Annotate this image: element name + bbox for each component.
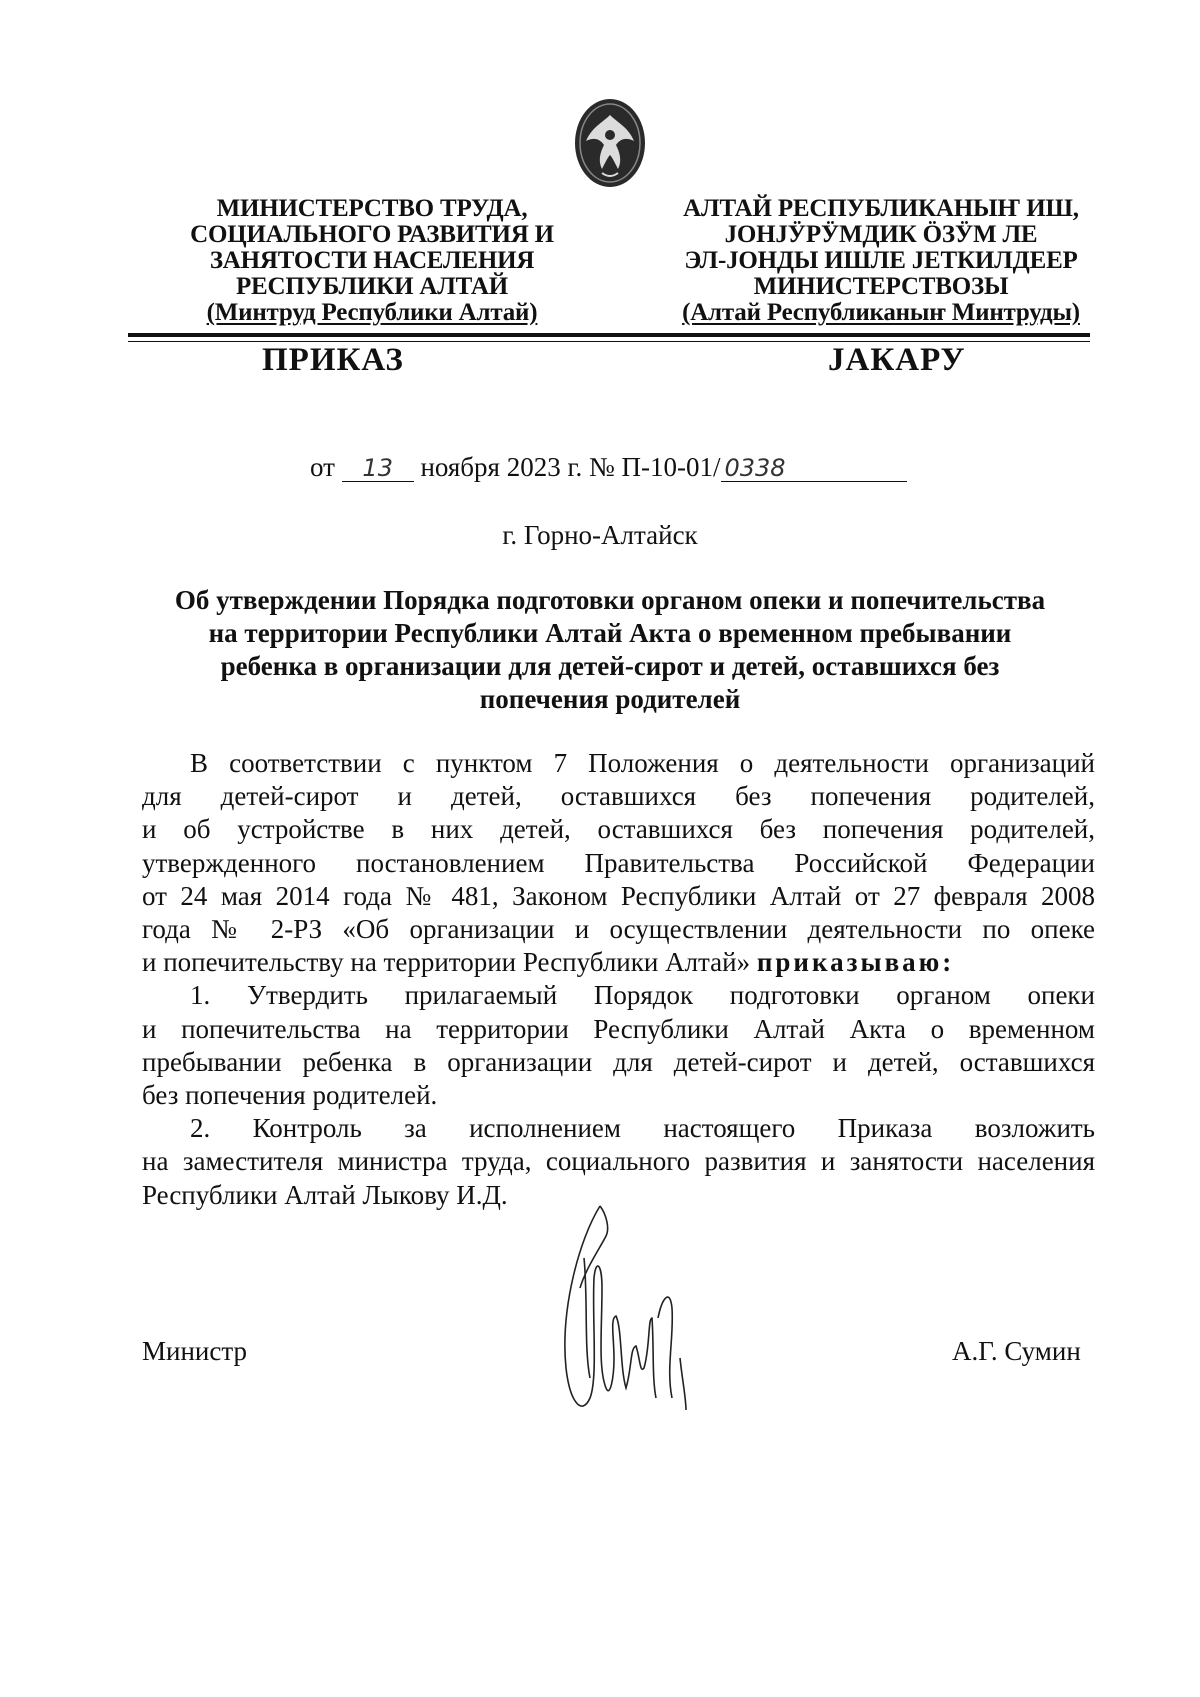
ministry-name-line: ЈОНЈӰРӰМДИК ӦЗӰМ ЛЕ xyxy=(724,221,1038,248)
title-line: на территории Республики Алтай Акта о временном пребывании xyxy=(208,618,1012,648)
ministry-name-line: МИНИСТЕРСТВО ТРУДА, xyxy=(216,195,528,222)
signatory-role: Министр xyxy=(142,1336,247,1366)
ministry-name-line: МИНИСТЕРСТВОЗЫ xyxy=(753,273,1009,300)
title-line: ребенка в организации для детей-сирот и детей, оставшихся без xyxy=(220,651,1000,681)
document-title xyxy=(140,584,1080,716)
date-month-year: ноября 2023 г. № П-10-01/ xyxy=(420,452,721,482)
body-line: и об устройстве в них детей, оставшихся без попечения родителей, xyxy=(142,814,1095,845)
city: г. Горно-Алтайск xyxy=(502,520,698,550)
ministry-name-altai xyxy=(661,196,1101,326)
handwritten-signature xyxy=(540,1198,720,1428)
item-2-line: 2. Контроль за исполнением настоящего Приказа возложить xyxy=(190,1113,1095,1144)
ministry-name-line: ЭЛ-ЈОНДЫ ИШЛЕ ЈЕТКИЛДЕЕР xyxy=(684,247,1078,274)
ministry-name-line: ЗАНЯТОСТИ НАСЕЛЕНИЯ xyxy=(209,247,535,274)
date-day-handwritten: 13 xyxy=(342,455,414,482)
doc-type-russian: ПРИКАЗ xyxy=(262,342,404,378)
ministry-name-line: РЕСПУБЛИКИ АЛТАЙ xyxy=(235,273,508,300)
item-1-line: 1. Утвердить прилагаемый Порядок подготовки органом опеки xyxy=(190,980,1095,1011)
body-line: от 24 мая 2014 года № 481, Законом Республики Алтай от 27 февраля 2008 xyxy=(142,880,1095,911)
title-line: попечения родителей xyxy=(479,684,741,714)
header-divider xyxy=(128,333,1090,337)
date-prefix: от xyxy=(310,452,335,482)
body-line: для детей-сирот и детей, оставшихся без попечения родителей, xyxy=(142,781,1095,812)
ministry-name-line: АЛТАЙ РЕСПУБЛИКАНЫҤ ИШ, xyxy=(683,195,1079,222)
ministry-name-line: СОЦИАЛЬНОГО РАЗВИТИЯ И xyxy=(190,221,554,248)
doc-type-altai: ЈАКАРУ xyxy=(828,342,966,378)
body-line: года № 2-РЗ «Об организации и осуществлении деятельности по опеке xyxy=(142,914,1095,945)
body-line: утвержденного постановлением Правительства Российской Федерации xyxy=(142,847,1095,878)
date-number-line xyxy=(310,452,907,483)
ministry-name-russian xyxy=(152,196,592,326)
emblem-icon xyxy=(572,97,648,189)
item-2-line: на заместителя министра труда, социального развития и занятости населения xyxy=(142,1146,1095,1177)
ministry-short-name: (Алтай Республиканыҥ Минтруды) xyxy=(682,299,1080,326)
item-1-line: пребывании ребенка в организации для детей-сирот и детей, оставшихся xyxy=(142,1046,1095,1077)
document-body xyxy=(142,747,1095,1212)
preamble-end: и попечительству на территории Республики Алтай» xyxy=(142,947,751,978)
order-number-handwritten: 0338 xyxy=(721,455,907,482)
item-1-line: и попечительства на территории Республики Алтай Акта о временном xyxy=(142,1013,1095,1044)
ministry-short-name: (Минтруд Республики Алтай) xyxy=(206,299,538,326)
body-line xyxy=(142,946,1095,979)
item-1-line: без попечения родителей. xyxy=(142,1080,438,1111)
title-line: Об утверждении Порядка подготовки органом опеки и попечительства xyxy=(174,585,1046,615)
signatory-name: А.Г. Сумин xyxy=(952,1336,1081,1366)
order-word: приказываю: xyxy=(756,947,955,978)
body-line: В соответствии с пунктом 7 Положения о деятельности организаций xyxy=(190,748,1095,778)
item-2-line: Республики Алтай Лыкову И.Д. xyxy=(142,1179,508,1210)
